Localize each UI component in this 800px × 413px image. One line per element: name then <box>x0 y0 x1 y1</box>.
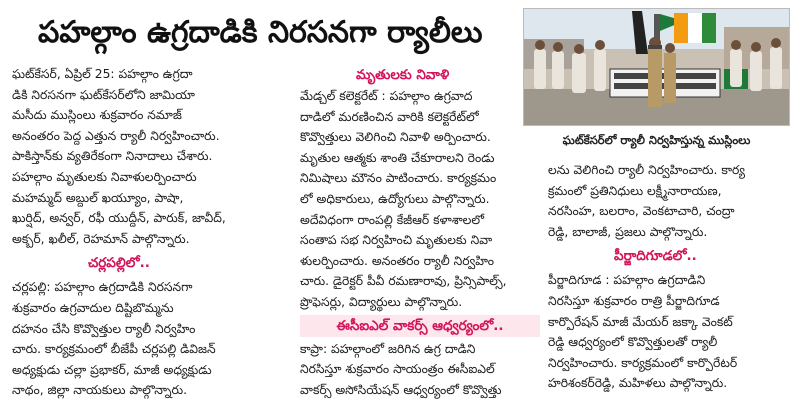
text-line: నిర్వహించారు. కార్యక్రమంలో కార్పొరేటర్ <box>548 355 738 370</box>
subhead-peerzadiguda: పీర్జాదిగూడలో.. <box>614 248 697 265</box>
text-line: శుక్రవారం ఉగ్రవాదుల దిష్టిబొమ్మను <box>12 300 174 315</box>
text-line: చర్లపల్లి: పహల్గాం ఉగ్రదాడికి నిరసనగా <box>12 280 193 295</box>
text-line: హరిశంకర్‌రెడ్డి, మహిళలు పాల్గొన్నారు. <box>548 376 728 391</box>
text-line: నిరసిస్తూ శుక్రవారం రాత్రి పీర్జాదిగూడ <box>548 293 720 308</box>
column-2-paragraph-a <box>300 86 540 313</box>
text-line: ఖుర్షిద్, అన్వర్, రఫీ యుద్దీన్, పారుక్, జావీద్, <box>12 211 226 226</box>
text-line: మహమ్మద్ అబ్దుల్ ఖయ్యూం, పాషా, <box>12 190 184 205</box>
text-line: నాథం, జిల్లా నాయకులు పాల్గొన్నారు. <box>12 383 188 398</box>
text-line: అధ్యక్షుడు చల్లా ప్రభాకర్, మాజీ అధ్యక్షుడు <box>12 362 212 377</box>
text-line: పాకిస్తాన్‌కు వ్యతిరేకంగా నినాదాలు చేశారు. <box>12 149 213 164</box>
subhead-ecil-walkers: ఈసీఐఎల్ వాకర్స్ ఆధ్వర్యంలో.. <box>300 315 540 337</box>
text-line: రెడ్డి ఆధ్వర్యంలో కొవ్వొత్తులతో ర్యాలీ <box>548 335 718 350</box>
text-line: మసీదు ముస్లింలు శుక్రవారం నమాజ్ <box>12 108 182 123</box>
text-line: నరసింహ, బలరాం, వెంకటాచారి, చంద్రా <box>548 204 735 219</box>
column-3-paragraph-a <box>548 160 793 242</box>
column-2-paragraph-b <box>300 339 540 401</box>
text-line: మేడ్చల్ కలెక్టరేట్ : పహల్గాం ఉగ్రవాద <box>300 89 473 103</box>
text-line: లను వెలిగించి ర్యాలీ నిర్వహించారు. కార్య <box>548 163 745 177</box>
subhead-tribute: మృతులకు నివాళి <box>356 67 450 83</box>
text-line: అదేవిధంగా రాంపల్లి కేజీఆర్ కళాశాలలో <box>300 212 485 227</box>
text-line: పహల్గాం మృతులకు నివాళులర్పించారు <box>12 169 197 184</box>
text-line: డికి నిరసనగా ఘట్‌కేసర్‌లోని జామియా <box>12 87 195 102</box>
text-line: దాడిలో మరణించిన వారికి కలెక్టరేట్‌లో <box>300 109 479 124</box>
text-line: నిరసిస్తూ శుక్రవారం సాయంత్రం ఈసీఐఎల్ <box>300 362 495 377</box>
text-line: అక్బర్, ఖలీల్, రెహమాన్ పాల్గొన్నారు. <box>12 231 190 246</box>
text-line: పీర్జాదిగూడ : పహల్గాం ఉగ్రదాడిని <box>548 273 706 288</box>
text-line: రెడ్డి, బాలాజీ, ప్రజలు పాల్గొన్నారు. <box>548 224 708 239</box>
text-line: ళులర్పించారు. అనంతరం ర్యాలీ నిర్వహిం <box>300 253 495 268</box>
text-line: దహనం చేసి కొవ్వొత్తుల ర్యాలీ నిర్వహిం <box>12 321 196 336</box>
rally-photo <box>523 8 790 126</box>
text-line: చారు. కార్యక్రమంలో బీజేపీ చర్లపల్లి డివిజన్ <box>12 342 216 357</box>
text-line: కార్పొరేషన్ మాజీ మేయర్ జక్కా వెంకట్ <box>548 314 733 329</box>
text-line: కొవ్వొత్తులు వెలిగించి నివాళి అర్పించారు. <box>300 130 491 145</box>
text-line: ఘట్‌కేసర్, ఏప్రిల్ 25: పహల్గాం ఉగ్రదా <box>12 67 193 81</box>
text-line: నిమిషాలు మౌనం పాటించారు. కార్యక్రమం <box>300 171 497 186</box>
column-2 <box>300 64 540 400</box>
text-line: క్రమంలో ప్రతినిధులు లక్ష్మీనారాయణ, <box>548 183 722 198</box>
subhead-charlapalli: చర్లపల్లిలో.. <box>88 255 150 272</box>
text-line: మృతుల ఆత్మకు శాంతి చేకూరాలని రెండు <box>300 150 495 165</box>
column-3-paragraph-b <box>548 270 793 394</box>
photo-caption: ఘట్‌కేసర్‌లో ర్యాలీ నిర్వహిస్తున్న ముస్లింలు <box>562 133 751 147</box>
text-line: లో అధికారులు, ఉద్యోగులు పాల్గొన్నారు. <box>300 191 490 206</box>
column-1 <box>12 64 290 401</box>
text-line: అనంతరం పెద్ద ఎత్తున ర్యాలీ నిర్వహించారు. <box>12 128 220 143</box>
article-headline: పహల్గాం ఉగ్రదాడికి నిరసనగా ర్యాలీలు <box>38 15 483 50</box>
text-line: ప్రొఫెసర్లు, విద్యార్థులు పాల్గొన్నారు. <box>300 294 463 309</box>
column-3 <box>548 160 793 394</box>
text-line: సంతాప సభ నిర్వహించి మృతులకు నివా <box>300 233 493 248</box>
text-line: వాకర్స్ అసోసియేషన్ ఆధ్వర్యంలో కొవ్వొత్తు <box>300 382 502 397</box>
column-1-paragraph-b <box>12 277 290 401</box>
text-line: చారు. డైరెక్టర్ పీవీ రమణారావు, ప్రిన్సిపాల్స్, <box>300 274 507 289</box>
column-1-paragraph-a <box>12 64 290 249</box>
text-line: కాప్రా: పహల్గాంలో జరిగిన ఉగ్ర దాడిని <box>300 341 476 356</box>
